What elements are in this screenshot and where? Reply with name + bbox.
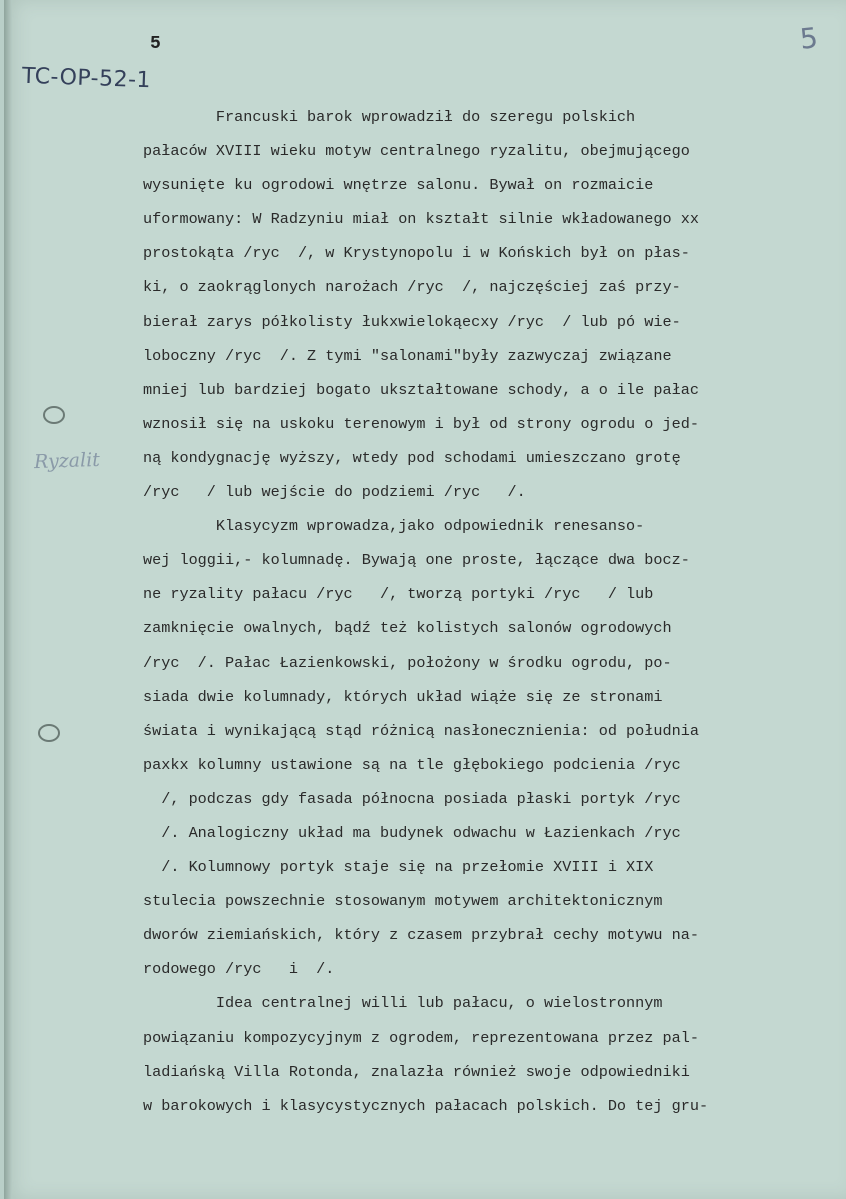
text-line: /ryc / lub wejście do podziemi /ryc /. <box>143 483 526 502</box>
text-line: paxkx kolumny ustawione są na tle głębokiego podcienia /ryc <box>143 755 681 774</box>
text-line: Klasycyzm wprowadza,jako odpowiednik renesanso- <box>143 517 645 536</box>
text-line: wysunięte ku ogrodowi wnętrze salonu. Bywał on rozmaicie <box>143 176 654 195</box>
text-line: /ryc /. Pałac Łazienkowski, położony w środku ogrodu, po- <box>143 653 672 672</box>
text-line: wznosił się na uskoku terenowym i był od strony ogrodu o jed- <box>143 414 699 433</box>
text-line: Francuski barok wprowadził do szeregu polskich <box>143 108 636 126</box>
text-line: ną kondygnację wyższy, wtedy pod schodami umieszczano grotę <box>143 448 681 467</box>
catalog-id: TC-OP-52-1 <box>21 63 152 94</box>
text-line: zamknięcie owalnych, bądź też kolistych salonów ogrodowych <box>143 619 672 638</box>
text-line: /. Kolumnowy portyk staje się na przełomie XVIII i XIX <box>143 858 654 877</box>
text-line: rodowego /ryc i /. <box>143 960 335 979</box>
punch-hole-icon <box>38 724 60 742</box>
text-line: dworów ziemiańskich, który z czasem przybrał cechy motywu na- <box>143 926 699 945</box>
text-line: Idea centralnej willi lub pałacu, o wielostronnym <box>143 994 663 1013</box>
binding-edge <box>4 0 12 1199</box>
text-line: /, podczas gdy fasada północna posiada płaski portyk /ryc <box>143 789 681 808</box>
text-line: ladiańską Villa Rotonda, znalazła również swoje odpowiedniki <box>143 1062 690 1081</box>
text-line: ne ryzality pałacu /ryc /, tworzą portyki /ryc / lub <box>143 585 654 604</box>
text-line: świata i wynikającą stąd różnicą nasłonecznienia: od południa <box>143 721 699 740</box>
text-line: pałaców XVIII wieku motyw centralnego ryzalitu, obejmującego <box>143 142 690 161</box>
text-line: bierał zarys półkolisty łukxwielokąecxy /ryc / lub pó wie- <box>143 312 681 331</box>
text-line: wej loggii,- kolumnadę. Bywają one proste, łączące dwa bocz- <box>143 551 690 570</box>
page-number: 5 <box>150 34 161 54</box>
text-line: loboczny /ryc /. Z tymi "salonami"były zazwyczaj związane <box>143 346 672 365</box>
text-line: prostokąta /ryc /, w Krystynopolu i w Końskich był on płas- <box>143 244 690 263</box>
text-line: mniej lub bardziej bogato ukształtowane schody, a o ile pałac <box>143 380 699 399</box>
text-line: powiązaniu kompozycyjnym z ogrodem, reprezentowana przez pal- <box>143 1028 699 1047</box>
text-line: stulecia powszechnie stosowanym motywem architektonicznym <box>143 892 663 911</box>
typewritten-page <box>4 0 846 1199</box>
margin-note: Ryzalit <box>33 448 101 474</box>
text-line: /. Analogiczny układ ma budynek odwachu w Łazienkach /ryc <box>143 823 681 842</box>
punch-hole-icon <box>43 406 65 424</box>
text-line: uformowany: W Radzyniu miał on kształt silnie wkładowanego xx <box>143 210 699 229</box>
text-line: w barokowych i klasycystycznych pałacach polskich. Do tej gru- <box>143 1096 709 1115</box>
handwritten-page-number: 5 <box>798 21 820 56</box>
text-line: ki, o zaokrąglonych narożach /ryc /, najczęściej zaś przy- <box>143 278 681 297</box>
body-text <box>143 100 833 1123</box>
text-line: siada dwie kolumnady, których układ wiąże się ze stronami <box>143 687 663 706</box>
